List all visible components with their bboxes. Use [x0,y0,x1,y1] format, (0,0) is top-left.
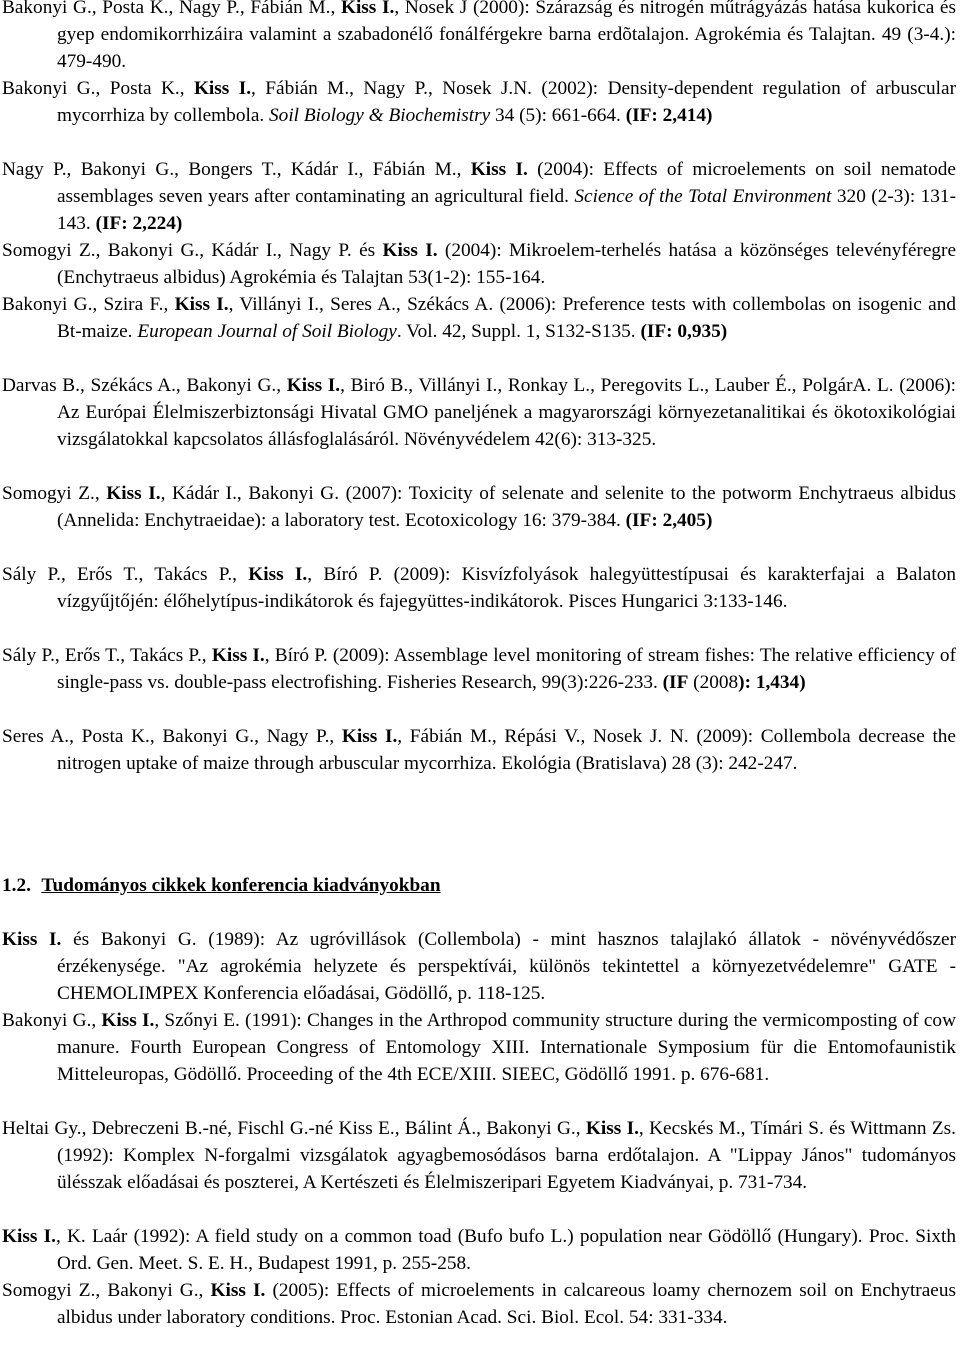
reference-entry [2,291,956,345]
reference-entry [2,561,956,615]
bold-run: (IF [662,672,689,693]
text-run: (2008 [688,672,739,693]
text-run: Bakonyi G., Posta K., Nagy P., Fábián M., [2,0,341,18]
text-run: Nagy P., Bakonyi G., Bongers T., Kádár I., Fábián M., [2,159,471,180]
bold-run: Kiss I. [106,483,161,504]
reference-entry [2,0,956,75]
bold-run: Kiss I. [248,564,308,585]
text-run: , Kecskés M., Tímári S. és Wittmann Zs. (1992): Komplex N-forgalmi vizsgálatok agyagbemosódásos barna erdőtalajon. A "Lippay János" tudományos ülésszak előadásai és poszterei, A Kertészeti és Élelmiszeripari Egyetem Kiadványai, p. 731-734. [57,1118,956,1193]
bold-run: Kiss I. [341,726,398,747]
text-run: Bakonyi G., Szira F., [2,294,175,315]
reference-entry [2,480,956,534]
text-run: , Fábián M., Nagy P., Nosek J.N. (2002): Density-dependent regulation of arbuscular mycorrhiza by collembola. [57,78,956,126]
text-run: , Fábián M., Répási V., Nosek J. N. (2009): Collembola decrease the nitrogen uptake of maize through arbuscular mycorrhiza. Ekológia (Bratislava) 28 (3): 242-247. [57,726,956,774]
text-run: . Vol. 42, Suppl. 1, S132-S135. [396,321,641,342]
bold-run: Kiss I. [211,645,265,666]
reference-entry [2,1223,956,1277]
text-run: , Nosek J (2000): Szárazság és nitrogén műtrágyázás hatása kukorica és gyep endomikorrhizáira valamint a szabadonélő fonálférgekre barna erdõtalajon. Agrokémia és Talajtan. 49 (3-4.): 479-490. [57,0,956,72]
section-number: 1.2. [2,875,31,896]
text-run: Seres A., Posta K., Bakonyi G., Nagy P., [2,726,342,747]
text-run: 34 (5): 661-664. [490,105,626,126]
text-run: Darvas B., Székács A., Bakonyi G., [2,375,287,396]
bold-run: Kiss I. [470,159,528,180]
bold-run: Kiss I. [2,1226,56,1247]
section-title: Tudományos cikkek konferencia kiadványokban [41,875,441,896]
text-run: Heltai Gy., Debreczeni B.-né, Fischl G.-né Kiss E., Bálint Á., Bakonyi G., [2,1118,586,1139]
reference-entry [2,372,956,453]
text-run: és Bakonyi G. (1989): Az ugróvillások (Collembola) - mint hasznos talajlakó állatok - növényvédőszer érzékenysége. "Az agrokémia helyzete és perspektívái, különös tekintettel a környezetvédelemre" GATE - CHEMOLIMPEX Konferencia előadásai, Gödöllő, p. 118-125. [57,929,956,1004]
text-run: Sály P., Erős T., Takács P., [2,645,212,666]
reference-entry [2,723,956,777]
reference-entry [2,75,956,129]
reference-entry [2,1115,956,1196]
bold-run: Kiss I. [193,78,252,99]
bold-run: (IF: 2,224) [95,213,183,234]
bold-run: Kiss I. [382,240,438,261]
text-run: Bakonyi G., [2,1010,102,1031]
reference-entry [2,156,956,237]
reference-entry [2,926,956,1007]
text-run: 320 (2-3): 131-143. [57,186,956,234]
text-run: Somogyi Z., Bakonyi G., [2,1280,211,1301]
reference-entry [2,237,956,291]
bold-run: Kiss I. [340,0,395,18]
reference-entry [2,1277,956,1331]
text-run: , Kádár I., Bakonyi G. (2007): Toxicity of selenate and selenite to the potworm Enchytraeus albidus (Annelida: Enchytraeidae): a laboratory test. Ecotoxicology 16: 379-384. [57,483,957,531]
bold-run: (IF: 2,414) [625,105,713,126]
text-run: , Szőnyi E. (1991): Changes in the Arthropod community structure during the vermicomposting of cow manure. Fourth European Congress of Entomology XIII. Internationale Symposium für die Entomofaunistik Mitteleuropas, Gödöllő. Proceeding of the 4th ECE/XIII. SIEEC, Gödöllő 1991. p. 676-681. [57,1010,956,1085]
italic-run: Soil Biology & Biochemistry [269,105,491,126]
text-run: , Biró B., Villányi I., Ronkay L., Peregovits L., Lauber É., PolgárA. L. (2006): Az Európai Élelmiszerbiztonsági Hivatal GMO paneljének a magyarországi környezetanalitikai és ökotoxikológiai vizsgálatokkal kapcsolatos állásfoglalásáról. Növényvédelem 42(6): 313-325. [57,375,957,450]
bold-run: Kiss I. [286,375,341,396]
bold-run: (IF: 0,935) [640,321,728,342]
text-run: , Villányi I., Seres A., Székács A. (2006): Preference tests with collembolas on isogenic and Bt-maize. [57,294,957,342]
bold-run: Kiss I. [101,1010,155,1031]
bold-run: Kiss I. [210,1280,266,1301]
text-run: (2005): Effects of microelements in calcareous loamy chernozem soil on Enchytraeus albidus under laboratory conditions. Proc. Estonian Acad. Sci. Biol. Ecol. 54: 331-334. [57,1280,956,1328]
text-run: , Bíró P. (2009): Assemblage level monitoring of stream fishes: The relative efficiency of single-pass vs. double-pass electrofishing. Fisheries Research, 99(3):226-233. [57,645,956,693]
reference-entry [2,642,956,696]
text-run: (2004): Mikroelem-terhelés hatása a közönséges televényféregre (Enchytraeus albidus) Agrokémia és Talajtan 53(1-2): 155-164. [57,240,956,288]
reference-entry [2,1007,956,1088]
text-run: (2004): Effects of microelements on soil nematode assemblages seven years after contaminating an agricultural field. [57,159,956,207]
text-run: Bakonyi G., Posta K., [2,78,194,99]
italic-run: European Journal of Soil Biology [137,321,397,342]
section-heading [2,872,441,899]
text-run: Somogyi Z., Bakonyi G., Kádár I., Nagy P. és [2,240,383,261]
text-run: Somogyi Z., [2,483,107,504]
italic-run: Science of the Total Environment [574,186,832,207]
bold-run: Kiss I. [585,1118,639,1139]
text-run: , K. Laár (1992): A field study on a common toad (Bufo bufo L.) population near Gödöllő (Hungary). Proc. Sixth Ord. Gen. Meet. S. E. H., Budapest 1991, p. 255-258. [55,1226,956,1274]
bold-run: Kiss I. [2,929,62,950]
text-run: Sály P., Erős T., Takács P., [2,564,249,585]
bold-run: Kiss I. [174,294,229,315]
text-run: , Bíró P. (2009): Kisvízfolyások halegyüttestípusai és karakterfajai a Balaton vízgyűjtőjén: élőhelytípus-indikátorok és fajegyüttes-indikátorok. Pisces Hungarici 3:133-146. [57,564,956,612]
bold-run: (IF: 2,405) [625,510,713,531]
bold-run: ): 1,434) [738,672,806,693]
